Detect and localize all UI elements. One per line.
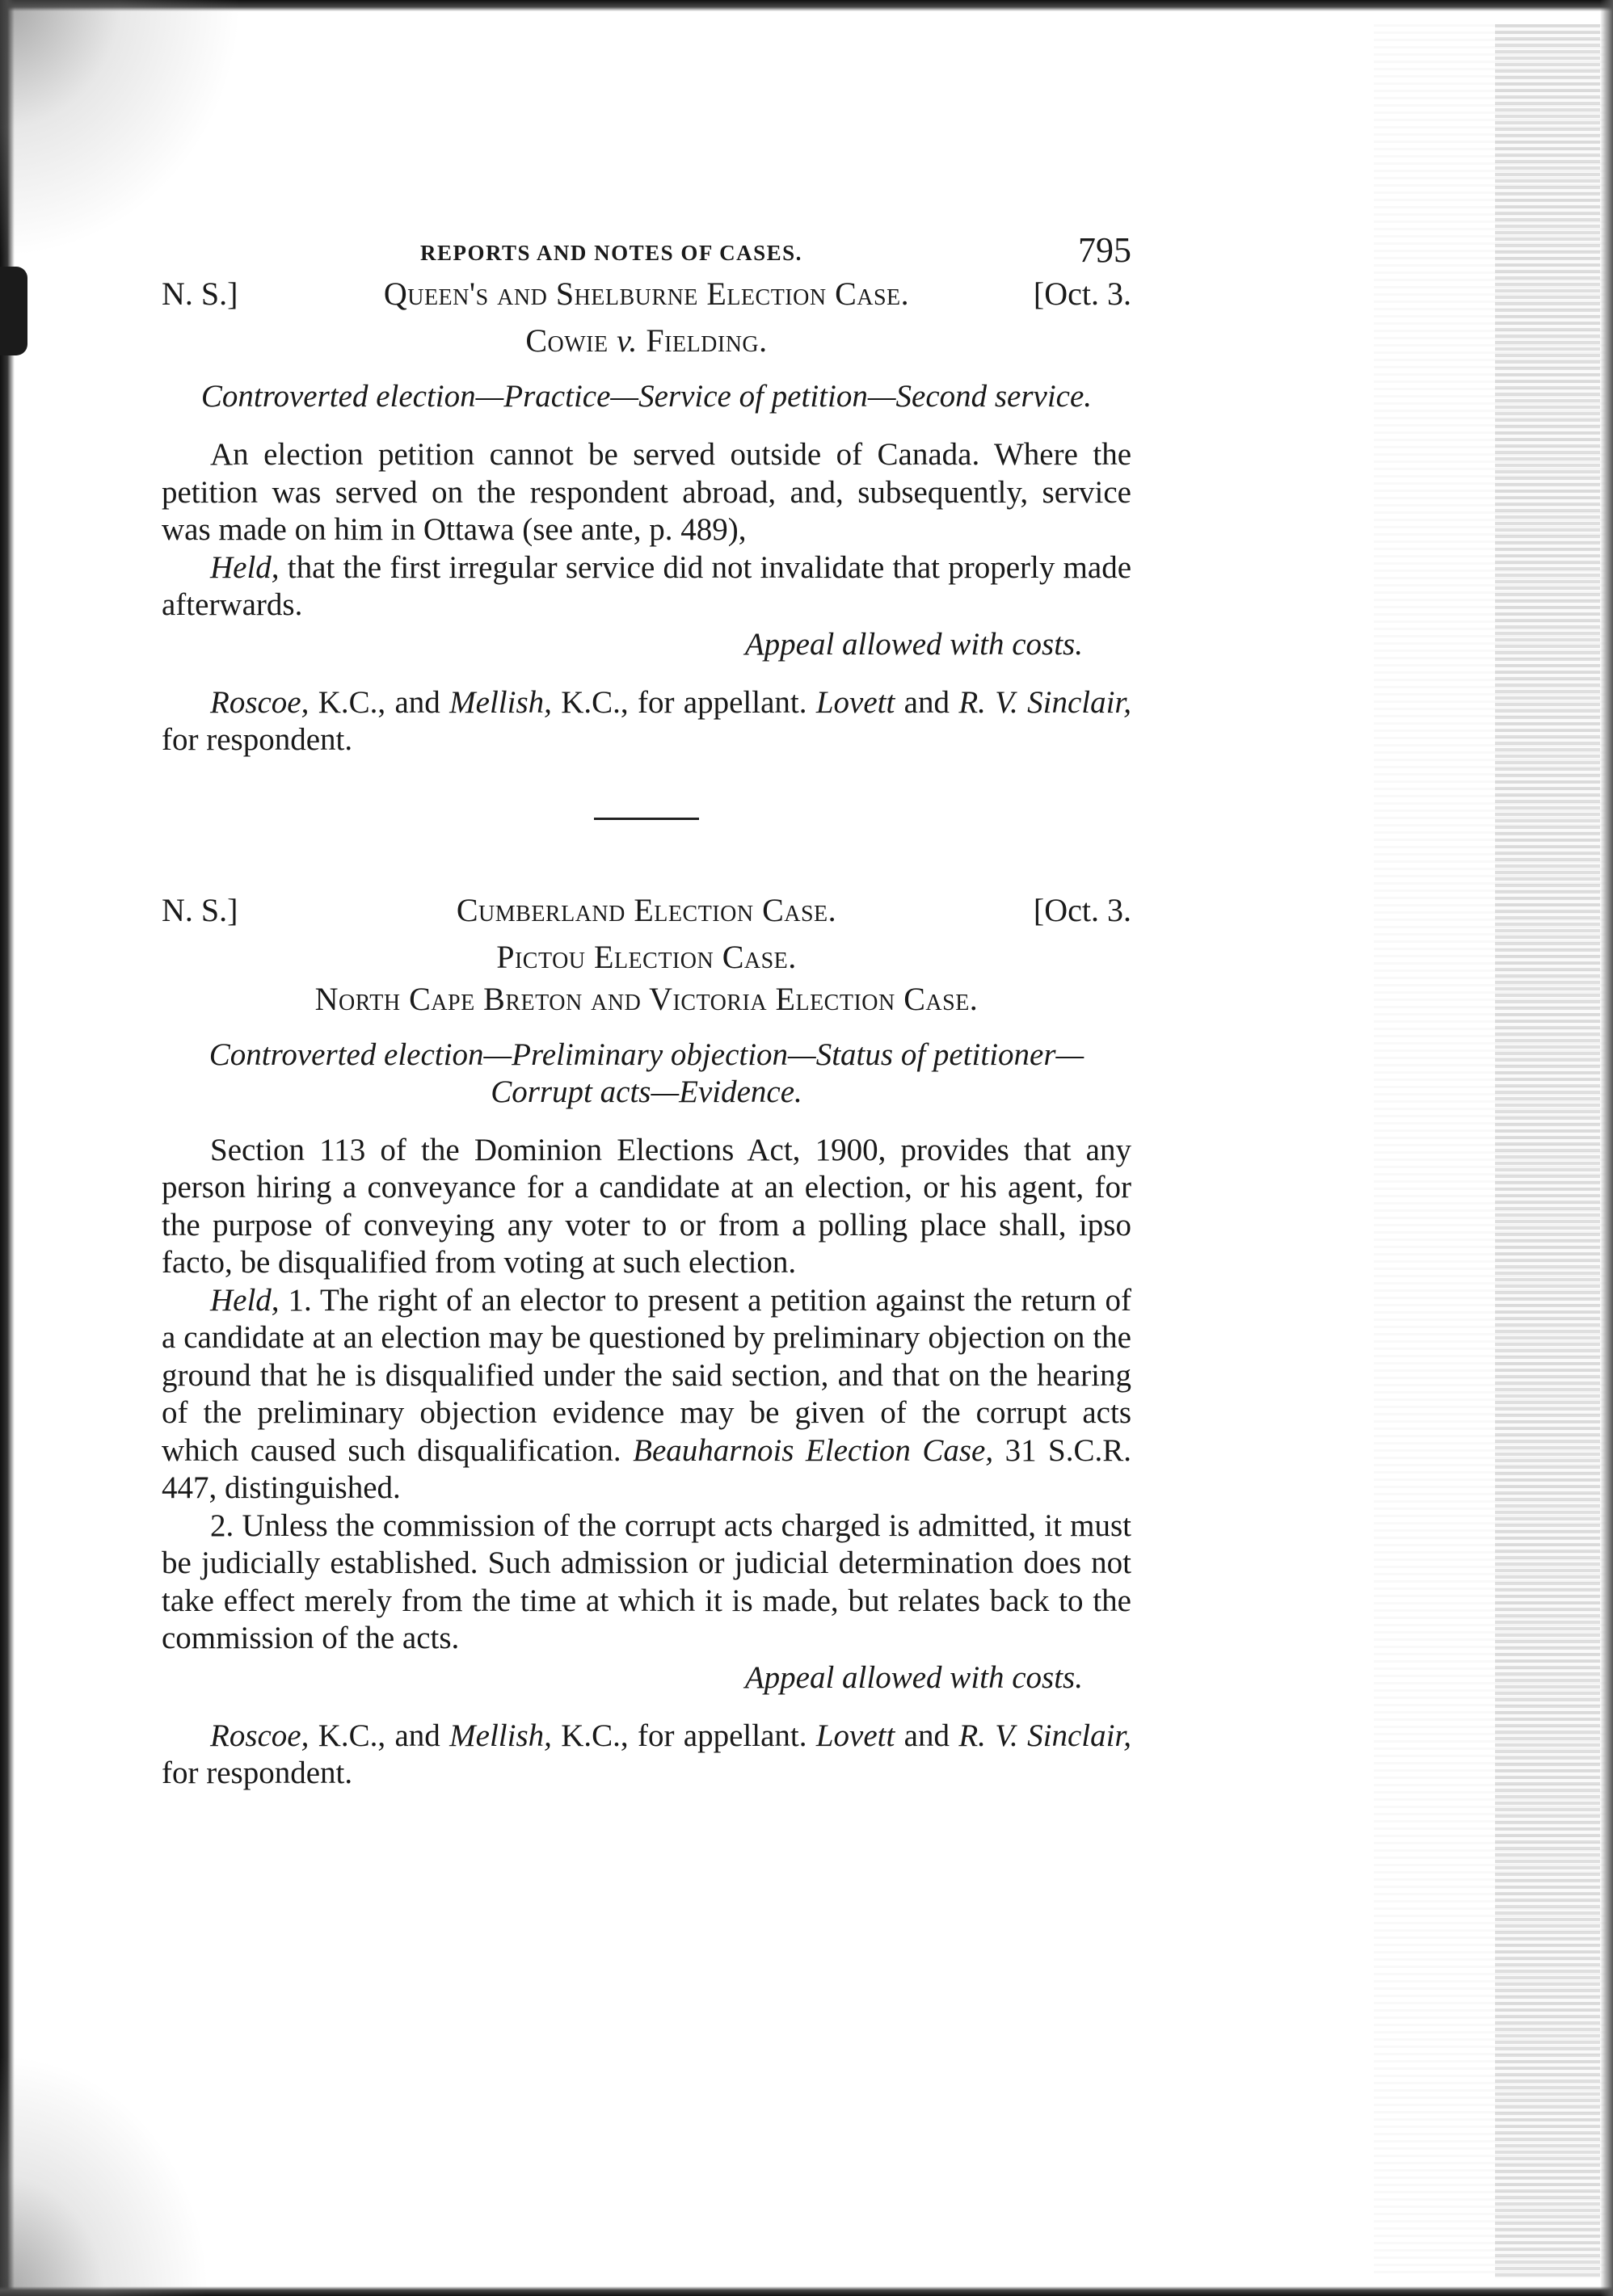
case-queens-shelburne [162,275,1131,759]
counsel-text: K.C., for appellant. [561,684,807,720]
case-subtitle: North Cape Breton and Victoria Election Case. [314,980,979,1017]
disposition: Appeal allowed with costs. [744,1659,1083,1695]
held-paragraph-2: 2. Unless the commission of the corrupt acts charged is admitted, it must be judicially established. Such admission or judicial determination does not take effect merely from the time at which it is made, but relates back to the commission of the acts. [162,1508,1131,1655]
counsel-text: K.C., and [318,1718,440,1753]
counsel-name: Lovett [815,684,895,720]
counsel-text: K.C., for appellant. [561,1718,807,1753]
counsel-name: Roscoe, [210,1718,310,1753]
held-paragraph [162,549,1131,624]
case-title: Queen's and Shelburne Election Case. [383,275,910,312]
party-plaintiff: Cowie [525,322,609,359]
case-cumberland [162,891,1131,1793]
held-label: Held, [210,549,280,585]
case-date: [Oct. 3. [1033,275,1131,312]
binding-spine-mark [0,267,27,355]
case-province: N. S.] [162,891,238,928]
catchwords: Controverted election—Practice—Service of petition—Second service. [200,379,1093,414]
counsel-text: and [903,684,950,720]
case-date: [Oct. 3. [1033,891,1131,928]
held-text: 1. The right of an elector to present a petition against the return of a candidate at an election may be questioned by preliminary objection on the ground that he is disqualified under the said section, and that on the hearing of the preliminary objection evidence may be given of the corrupt acts which caused such disqualification. [162,1282,1131,1468]
scan-edge-bottom [0,2286,1613,2296]
running-head [162,218,1131,275]
case-subtitle: Pictou Election Case. [496,938,797,975]
held-paragraph-1 [162,1282,1131,1508]
page-content [162,218,1131,1824]
held-text: 31 S.C.R. 447, distinguished. [162,1432,1132,1505]
case-parties [162,320,1131,362]
catchwords: Controverted election—Preliminary objection—Status of petitioner—Corrupt acts—Evidence. [208,1037,1084,1109]
counsel-text: for respondent. [162,722,353,757]
held-label: Held, [210,1282,280,1318]
counsel-name: Mellish, [449,684,552,720]
counsel-text: for respondent. [162,1756,353,1790]
party-defendant: Fielding. [646,322,768,359]
case-header [162,891,1131,936]
section-divider [594,818,699,820]
counsel-name: R. V. Sinclair, [958,1718,1132,1753]
case-header [162,275,1131,320]
counsel-name: Lovett [815,1718,895,1753]
scan-speckle-bottom-left [0,2054,210,2296]
counsel-name: R. V. Sinclair, [958,684,1132,720]
counsel-text: K.C., and [318,684,440,720]
disposition: Appeal allowed with costs. [744,626,1083,662]
statute-paragraph: Section 113 of the Dominion Elections Act, 1900, provides that any person hiring a conveyance for a candidate at an election, or his agent, for the purpose of conveying any voter to or from a polling place shall, ipso facto, be disqualified from voting at such election. [162,1132,1131,1280]
page-number: 795 [1078,230,1131,270]
scan-gutter-far-right [1495,24,1600,2278]
headnote-paragraph: An election petition cannot be served outside of Canada. Where the petition was served on the respondent abroad, and, subsequently, service was made on him in Ottawa (see ante, p. 489), [162,437,1131,547]
counsel-name: Mellish, [449,1718,552,1753]
case-title: Cumberland Election Case. [456,891,837,928]
held-text: that the first irregular service did not invalidate that properly made afterwards. [162,549,1132,622]
counsel-paragraph [162,684,1131,759]
case-province: N. S.] [162,275,238,312]
counsel-paragraph [162,1718,1131,1793]
counsel-name: Roscoe, [210,684,310,720]
running-title: REPORTS AND NOTES OF CASES. [420,241,802,265]
counsel-text: and [903,1718,950,1753]
cited-case: Beauharnois Election Case, [633,1432,994,1468]
party-versus: v. [617,322,638,359]
